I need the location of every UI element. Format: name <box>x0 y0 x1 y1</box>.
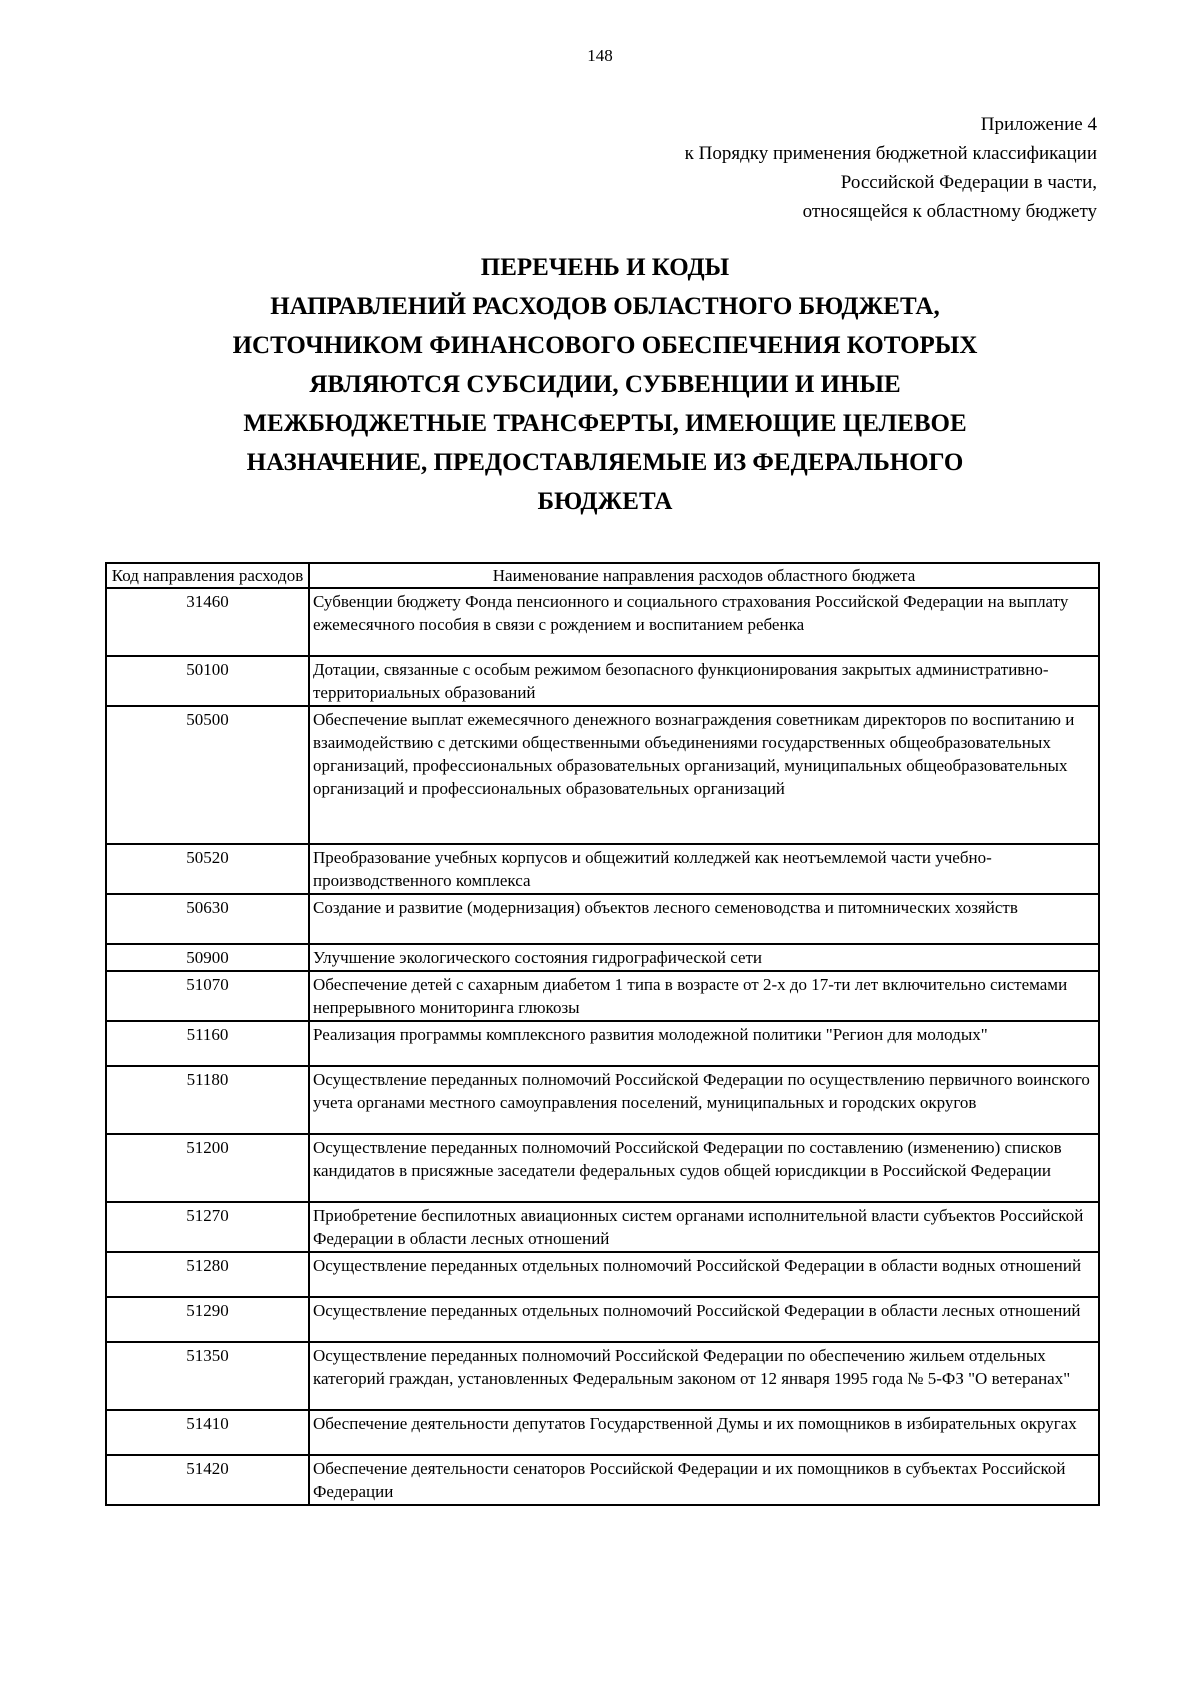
title-line: ИСТОЧНИКОМ ФИНАНСОВОГО ОБЕСПЕЧЕНИЯ КОТОРЫХ <box>232 332 978 359</box>
title-line: МЕЖБЮДЖЕТНЫЕ ТРАНСФЕРТЫ, ИМЕЮЩИЕ ЦЕЛЕВОЕ <box>243 410 967 437</box>
title-line: НАПРАВЛЕНИЙ РАСХОДОВ ОБЛАСТНОГО БЮДЖЕТА, <box>270 293 940 320</box>
row-code: 50100 <box>106 656 309 706</box>
row-code: 51420 <box>106 1455 309 1505</box>
row-code: 51070 <box>106 971 309 1021</box>
row-code: 50500 <box>106 706 309 844</box>
row-code: 50630 <box>106 894 309 944</box>
row-name: Преобразование учебных корпусов и общежитий колледжей как неотъемлемой части учебно-производственного комплекса <box>309 844 1099 894</box>
table-row <box>106 1297 1099 1342</box>
row-code: 51410 <box>106 1410 309 1455</box>
appendix-line: относящейся к областному бюджету <box>802 201 1097 222</box>
table-row <box>106 706 1099 844</box>
row-code: 50900 <box>106 944 309 971</box>
table-row <box>106 1021 1099 1066</box>
table-row <box>106 844 1099 894</box>
row-code: 51280 <box>106 1252 309 1297</box>
row-name: Улучшение экологического состояния гидрографической сети <box>309 944 1099 971</box>
row-code: 51350 <box>106 1342 309 1410</box>
expense-codes-table <box>105 562 1100 1506</box>
appendix-note <box>685 110 1097 226</box>
row-name: Обеспечение детей с сахарным диабетом 1 типа в возрасте от 2-х до 17-ти лет включительно системами непрерывного мониторинга глюкозы <box>309 971 1099 1021</box>
row-name: Создание и развитие (модернизация) объектов лесного семеноводства и питомнических хозяйств <box>309 894 1099 944</box>
header-name: Наименование направления расходов областного бюджета <box>309 563 1099 588</box>
row-name: Осуществление переданных полномочий Российской Федерации по составлению (изменению) списков кандидатов в присяжные заседатели федеральных судов общей юрисдикции в Российской Федерации <box>309 1134 1099 1202</box>
row-code: 51160 <box>106 1021 309 1066</box>
row-code: 51200 <box>106 1134 309 1202</box>
table-row <box>106 1066 1099 1134</box>
page-number: 148 <box>587 46 613 65</box>
row-code: 50520 <box>106 844 309 894</box>
row-name: Обеспечение деятельности депутатов Государственной Думы и их помощников в избирательных округах <box>309 1410 1099 1455</box>
row-code: 51270 <box>106 1202 309 1252</box>
table-body <box>106 588 1099 1505</box>
table-row <box>106 894 1099 944</box>
title-line: ЯВЛЯЮТСЯ СУБСИДИИ, СУБВЕНЦИИ И ИНЫЕ <box>309 371 901 398</box>
appendix-line: к Порядку применения бюджетной классификации <box>684 143 1097 164</box>
row-name: Обеспечение выплат ежемесячного денежного вознаграждения советникам директоров по воспитанию и взаимодействию с детскими общественными объединениями государственных общеобразовательных организаций, профессиональных образовательных организаций, муниципальных общеобразовательных организаций и профессиональных образовательных организаций <box>309 706 1099 844</box>
row-name: Обеспечение деятельности сенаторов Российской Федерации и их помощников в субъектах Российской Федерации <box>309 1455 1099 1505</box>
row-name: Приобретение беспилотных авиационных систем органами исполнительной власти субъектов Российской Федерации в области лесных отношений <box>309 1202 1099 1252</box>
table-row <box>106 588 1099 656</box>
title-line: ПЕРЕЧЕНЬ И КОДЫ <box>480 254 730 281</box>
header-code: Код направления расходов <box>106 563 309 588</box>
table-row <box>106 971 1099 1021</box>
table-row <box>106 1252 1099 1297</box>
table-row <box>106 944 1099 971</box>
row-name: Субвенции бюджету Фонда пенсионного и социального страхования Российской Федерации на выплату ежемесячного пособия в связи с рождением и воспитанием ребенка <box>309 588 1099 656</box>
row-name: Осуществление переданных полномочий Российской Федерации по осуществлению первичного воинского учета органами местного самоуправления поселений, муниципальных и городских округов <box>309 1066 1099 1134</box>
table-row <box>106 1202 1099 1252</box>
table-row <box>106 1455 1099 1505</box>
row-name: Реализация программы комплексного развития молодежной политики "Регион для молодых" <box>309 1021 1099 1066</box>
row-name: Дотации, связанные с особым режимом безопасного функционирования закрытых административно-территориальных образований <box>309 656 1099 706</box>
table-row <box>106 656 1099 706</box>
table-row <box>106 1342 1099 1410</box>
title-line: НАЗНАЧЕНИЕ, ПРЕДОСТАВЛЯЕМЫЕ ИЗ ФЕДЕРАЛЬНОГО <box>246 449 964 476</box>
row-name: Осуществление переданных полномочий Российской Федерации по обеспечению жильем отдельных категорий граждан, установленных Федеральным законом от 12 января 1995 года № 5-ФЗ "О ветеранах" <box>309 1342 1099 1410</box>
title-line: БЮДЖЕТА <box>537 488 673 515</box>
row-code: 51180 <box>106 1066 309 1134</box>
row-name: Осуществление переданных отдельных полномочий Российской Федерации в области лесных отношений <box>309 1297 1099 1342</box>
document-title <box>140 248 1070 521</box>
table-header-row <box>106 563 1099 588</box>
appendix-line: Приложение 4 <box>980 114 1097 135</box>
row-name: Осуществление переданных отдельных полномочий Российской Федерации в области водных отношений <box>309 1252 1099 1297</box>
table-row <box>106 1410 1099 1455</box>
table-row <box>106 1134 1099 1202</box>
row-code: 31460 <box>106 588 309 656</box>
row-code: 51290 <box>106 1297 309 1342</box>
appendix-line: Российской Федерации в части, <box>840 172 1097 193</box>
